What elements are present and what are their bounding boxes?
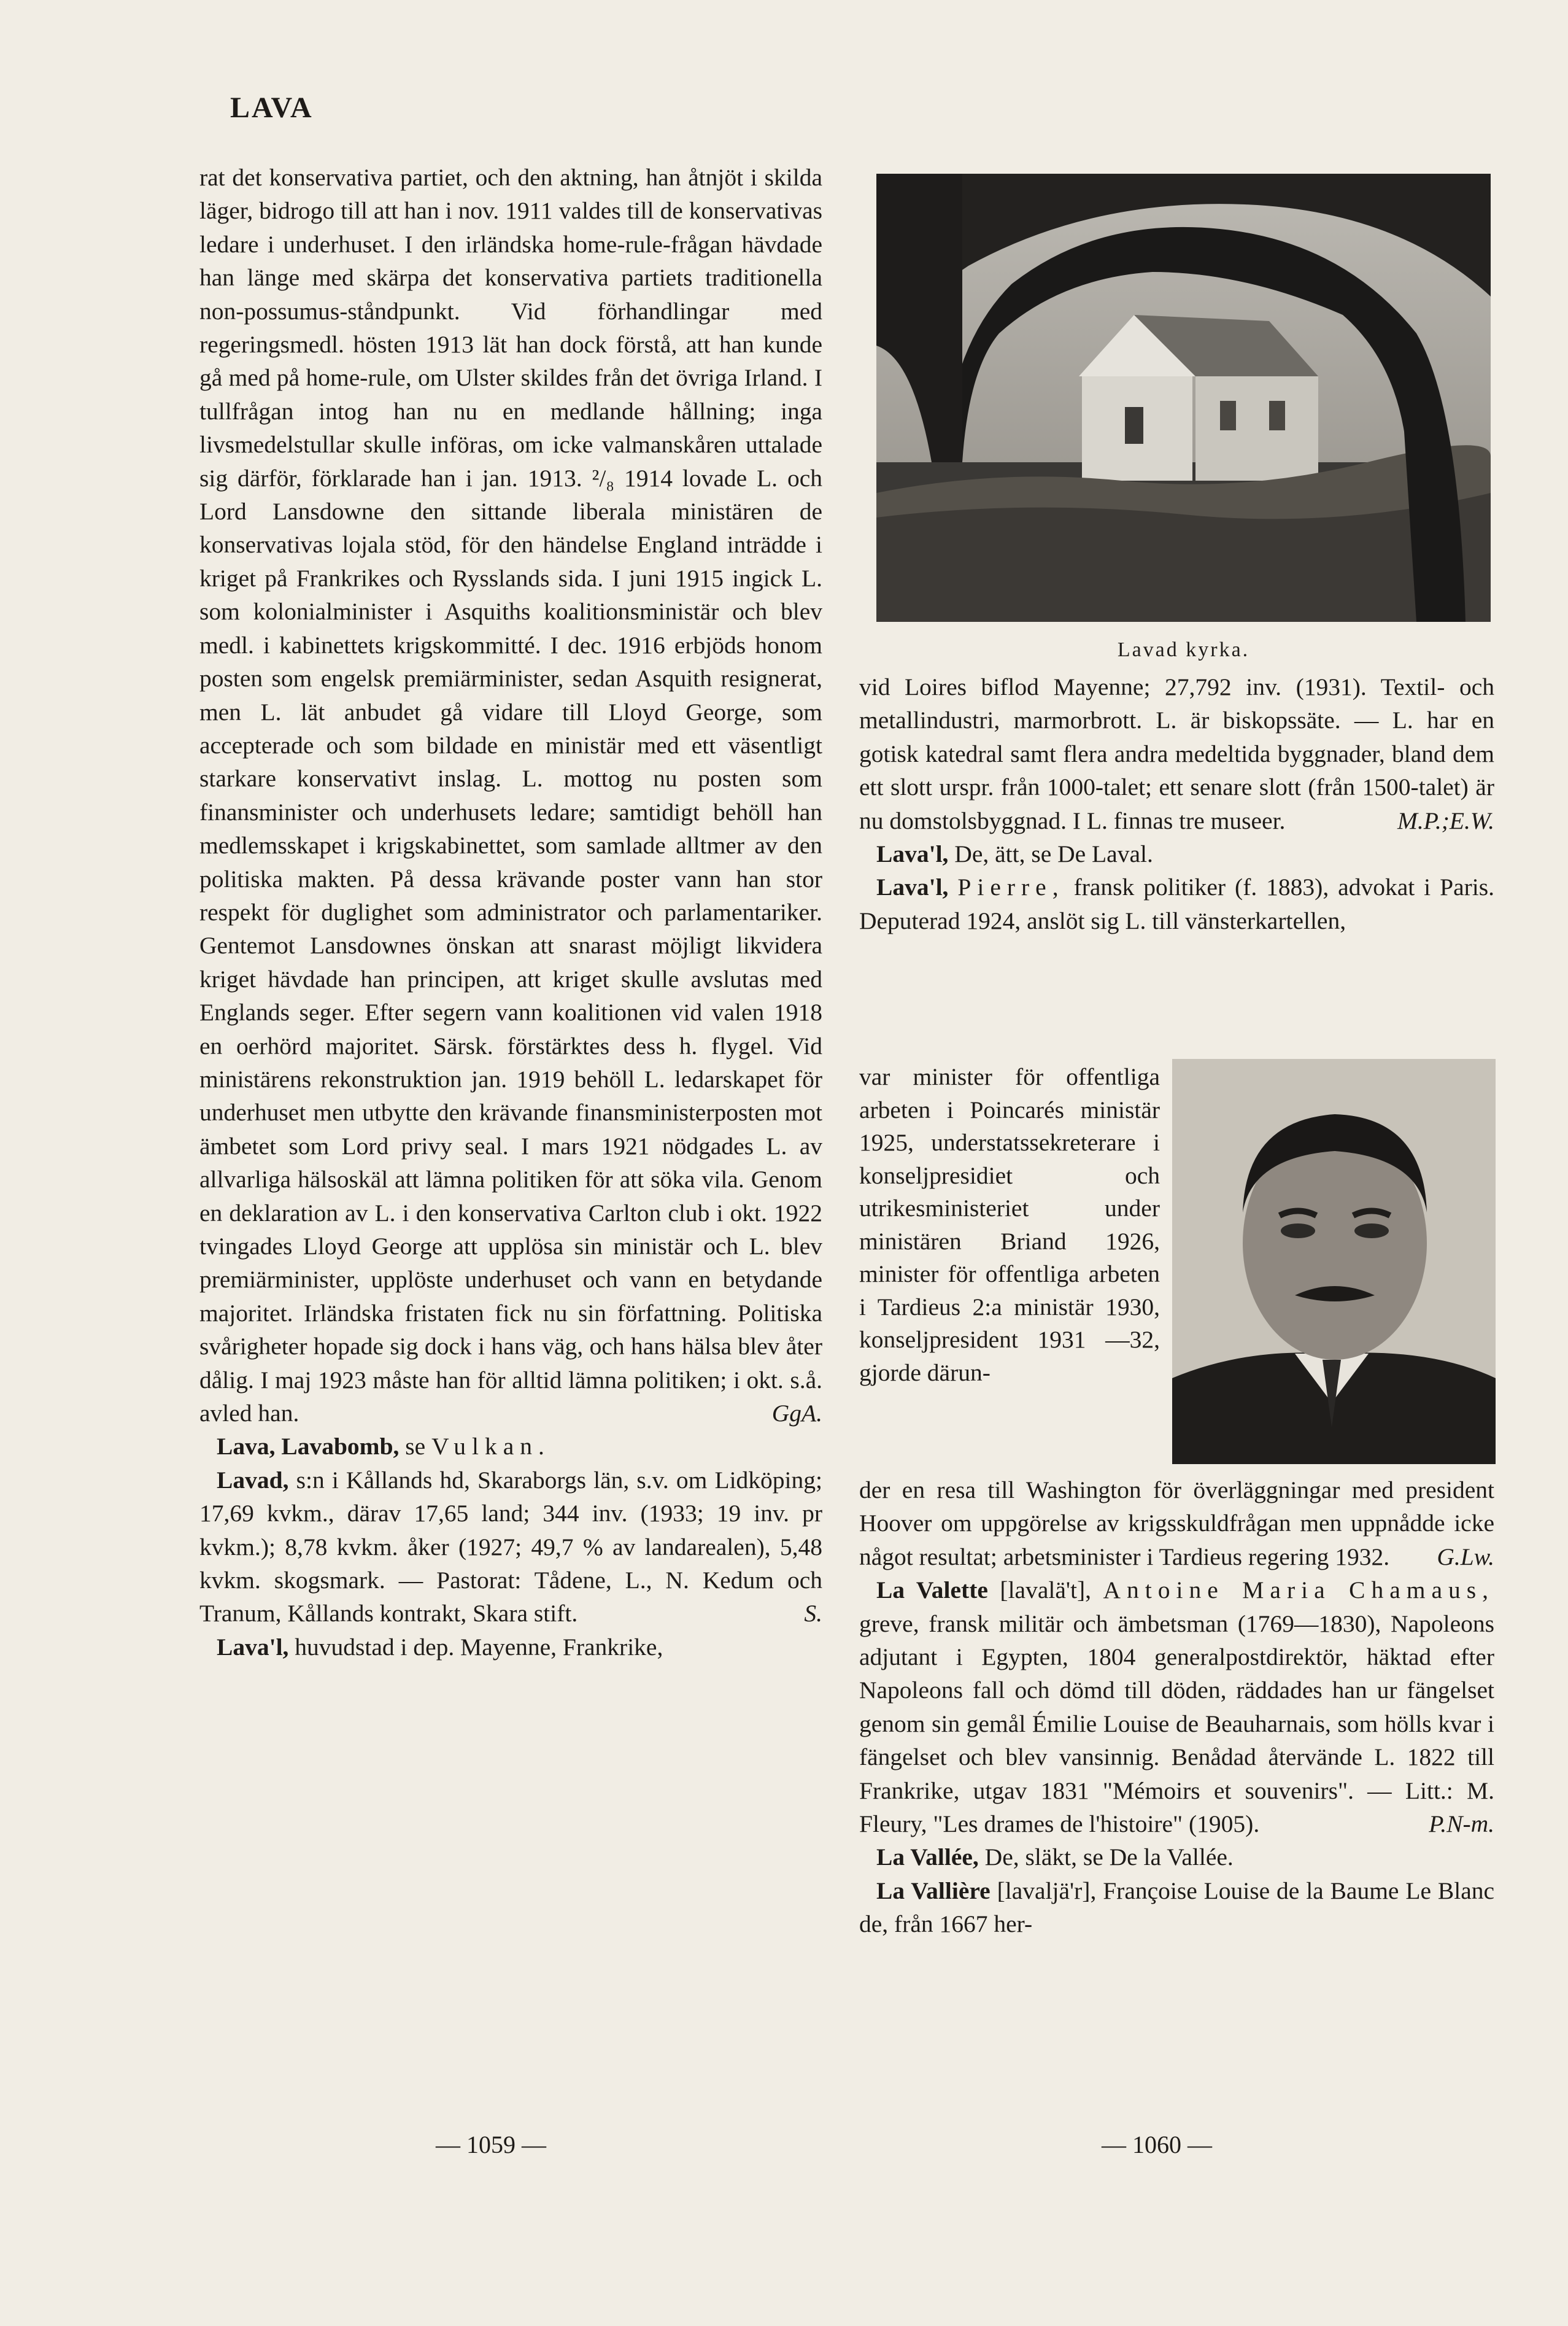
headword: Lava'l, <box>876 840 949 868</box>
entry-text: De, släkt, se De la Vallée. <box>984 1843 1234 1871</box>
headword: Lava'l, <box>217 1633 289 1661</box>
author-signature: S. <box>804 1600 822 1627</box>
entry-text: De, ätt, se De Laval. <box>954 840 1153 868</box>
pronunciation: [lavalä't], <box>1000 1576 1091 1604</box>
portrait-image <box>1172 1059 1496 1464</box>
entry-la-vallee <box>859 1840 1494 1874</box>
entry-laval-city <box>199 1630 822 1664</box>
entry-laval-city-continued <box>859 670 1494 837</box>
entry-lavad <box>199 1463 822 1630</box>
author-signature: G.Lw. <box>1437 1543 1494 1570</box>
entry-text: der en resa till Washington för överläggningar med president Hoover om uppgörelse av krigsskuldfrågan men uppnådde icke något resultat; arbetsminister i Tardieus regering 1932. <box>859 1476 1494 1570</box>
headword: La Vallée, <box>876 1843 979 1871</box>
entry-text: huvudstad i dep. Mayenne, Frankrike, <box>295 1633 663 1661</box>
right-column-bottom <box>859 1473 1494 1941</box>
entry-la-valette <box>859 1573 1494 1840</box>
entry-text: vid Loires biflod Mayenne; 27,792 inv. (1931). Textil- och metallindustri, marmorbrott. L. är biskopssäte. — L. har en gotisk katedral samt flera andra medeltida byggnader, bland dem ett slott urspr. från 1000-talet; ett senare slott (från 1500-talet) är nu domstolsbyggnad. I L. finnas tre museer. <box>859 673 1494 834</box>
headword: Lava, Lavabomb, <box>217 1433 400 1460</box>
headword: Lava'l, <box>876 874 949 901</box>
entry-lava <box>199 1430 822 1463</box>
pierre-laval-portrait <box>1172 1059 1496 1464</box>
cross-reference: Vulkan. <box>431 1433 550 1460</box>
entry-text: s:n i Kållands hd, Skaraborgs län, s.v. om Lidköping; 17,69 kvkm., därav 17,65 land; 344 inv. (1933; 19 inv. pr kvkm.); 8,78 kvkm. åker (1927; 49,7 % av landarealen), 5,48 kvkm. skogsmark. — Pastorat: Tådene, L., N. Kedum och Tranum, Kållands kontrakt, Skara stift. <box>199 1466 822 1627</box>
headword: La Valette <box>876 1576 988 1604</box>
page-number-left: — 1059 — <box>436 2131 546 2158</box>
person-name: Pierre, <box>957 874 1065 901</box>
author-signature: M.P.;E.W. <box>1397 807 1494 834</box>
church-photo-image <box>876 174 1491 622</box>
entry-text: se <box>405 1433 426 1460</box>
left-column <box>199 161 822 1664</box>
church-photo <box>876 174 1491 622</box>
entry-la-valliere <box>859 1874 1494 1941</box>
right-column-top <box>859 670 1494 937</box>
author-signature: P.N-m. <box>1429 1810 1494 1838</box>
entry-laval-de <box>859 837 1494 870</box>
entry-text: greve, fransk militär och ämbetsman (1769—1830), Napoleons adjutant i Egypten, 1804 generalpostdirektör, häktad efter Napoleons fall och dömd till döden, räddades han ur fängelset genom sin gemål Émilie Louise de Beauharnais, som hölls kvar i fängelset och blev vansinnig. Benådad återvände L. 1822 till Frankrike, utgav 1831 "Mémoirs et souvenirs". — Litt.: M. Fleury, "Les drames de l'histoire" (1905). <box>859 1610 1494 1838</box>
portrait-side-text <box>859 1061 1160 1389</box>
headword: La Vallière <box>876 1877 991 1904</box>
entry-text: [lavaljä'r], Françoise Louise de la Baume Le Blanc de, från 1667 her- <box>859 1877 1495 1938</box>
headword: Lavad, <box>217 1466 289 1494</box>
entry-text: fransk politiker (f. 1883), advokat i Paris. Deputerad 1924, anslöt sig L. till vänsterkartellen, <box>859 874 1494 934</box>
entry-laval-pierre <box>859 870 1494 937</box>
running-head: LAVA <box>230 91 314 124</box>
article-text: rat det konservativa partiet, och den aktning, han åtnjöt i skilda läger, bidrogo till att han i nov. 1911 valdes till de konservativas ledare i underhuset. I den irländska home-rule-frågan hävdade han länge med skärpa det konservativa partiets traditionella non-possumus-ståndpunkt. Vid förhandlingar med regeringsmedl. hösten 1913 lät han dock förstå, att han kunde gå med på home-rule, om Ulster skildes från det övriga Irland. I tullfrågan intog han nu en medlande hållning; inga livsmedelstullar skulle införas, om icke valmanskåren uttalade sig därför, förklarade han i jan. 1913. ²/₈ 1914 lovade L. och Lord Lansdowne den sittande liberala ministären de konservativas lojala stöd, för den händelse England inträdde i kriget på Frankrikes och Rysslands sida. I juni 1915 ingick L. som kolonialminister i Asquiths koalitionsministär och blev medl. i kabinettets krigskommitté. I dec. 1916 erbjöds honom posten som engelsk premiärminister, sedan Asquith resignerat, men L. lät anbudet gå vidare till Lloyd George, som accepterade och som bildade en ministär med ett väsentligt starkare konservativt inslag. L. mottog nu posten som finansminister och underhusets ledare; samtidigt behöll han medlemsskapet i krigskabinettet, som samlade alltmer av den politiska makten. På dessa krävande poster vann han stor respekt för duglighet som administrator och parlamentariker. Gentemot Lansdownes önskan att snarast möjligt likvidera kriget hävdade han principen, att kriget skulle avslutas med Englands seger. Efter segern vann koalitionen vid valen 1918 en oerhörd majoritet. Särsk. förstärktes dess h. flygel. Vid ministärens rekonstruktion jan. 1919 behöll L. ledarskapet för underhuset men utbytte den krävande finansministerposten mot ämbetet som Lord privy seal. I mars 1921 nödgades L. av allvarliga hälsoskäl att lämna politiken för att söka vila. Genom en deklaration av L. i den konservativa Carlton club i okt. 1922 tvingades Lloyd George att upplösa sin ministär och L. blev premiärminister, upplöste underhuset och vann en betydande majoritet. Irländska fristaten fick nu sin författning. Politiska svårigheter hopade sig dock i hans väg, och hans hälsa blev åter dålig. I maj 1923 måste han för alltid lämna politiken; i okt. s.å. avled han. <box>199 164 822 1427</box>
bonar-law-article <box>199 161 822 1430</box>
entry-laval-pierre-continued <box>859 1473 1494 1573</box>
church-photo-caption: Lavad kyrka. <box>1117 638 1250 661</box>
author-signature: GgA. <box>771 1400 822 1427</box>
page-number-right: — 1060 — <box>1102 2131 1212 2158</box>
person-name: Antoine Maria Chamaus, <box>1103 1576 1494 1604</box>
entry-text: var minister för offentliga arbeten i Poincarés ministär 1925, understatssekreterare i konseljpresidiet och utrikesministeriet under ministären Briand 1926, minister för offentliga arbeten i Tardieus 2:a ministär 1930, konseljpresident 1931 —32, gjorde därun- <box>859 1063 1160 1386</box>
